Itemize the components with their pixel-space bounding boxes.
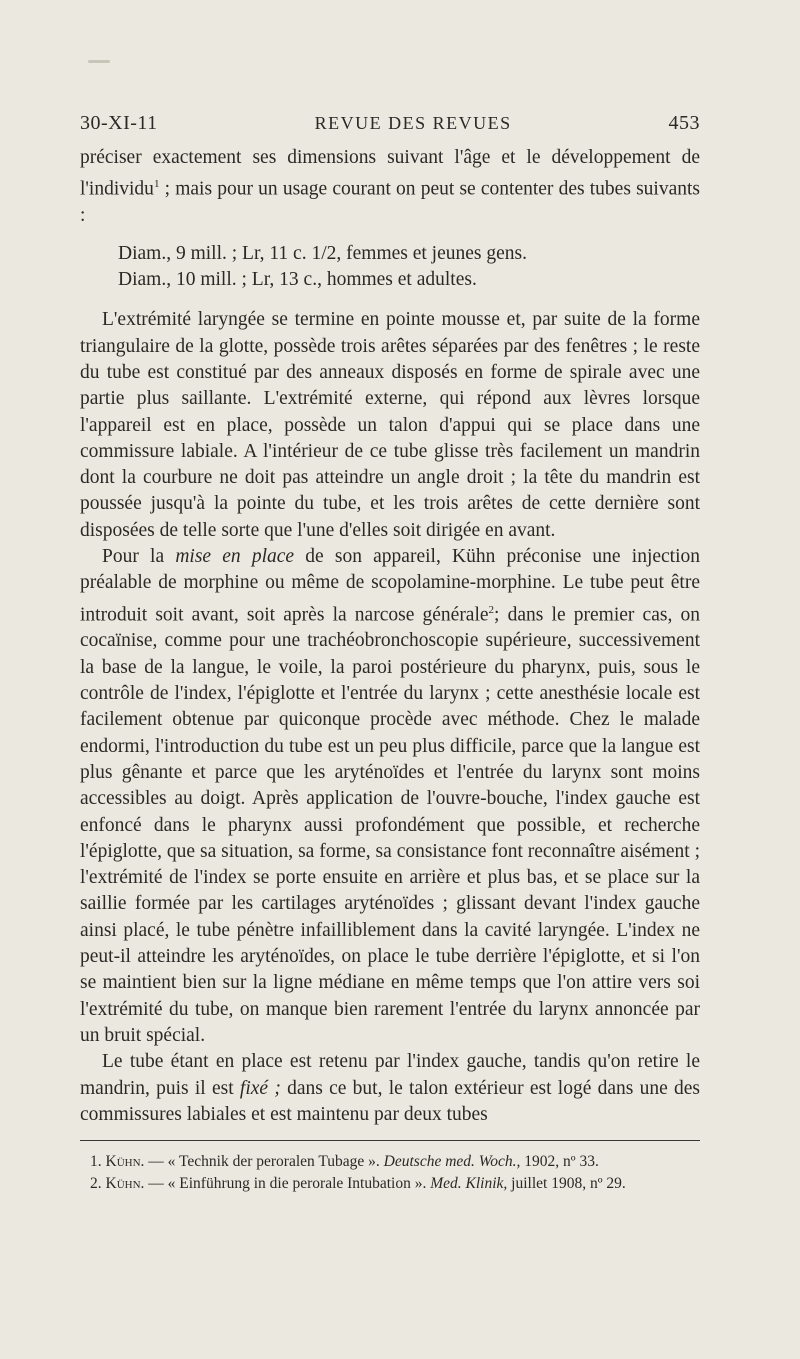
tube-spec-2: Diam., 10 mill. ; Lr, 13 c., hommes et adultes.: [118, 269, 477, 291]
footnote-2-number: 2.: [90, 1175, 102, 1193]
paragraph-4: [80, 1049, 700, 1128]
footnote-ref-1: 1: [153, 178, 160, 191]
body-text: [80, 145, 700, 1128]
paper-mark: [88, 60, 110, 63]
footnote-1-title: — « Technik der peroralen Tubage ».: [148, 1153, 380, 1171]
paragraph-3: [80, 544, 700, 1049]
footnote-1-details: 1902, nº 33.: [524, 1153, 599, 1171]
footnote-2-journal: Med. Klinik,: [430, 1175, 508, 1193]
footnote-1-author: Kühn.: [105, 1153, 145, 1171]
page-number: 453: [668, 112, 700, 134]
paragraph-1-text: préciser exactement ses dimensions suivant l'âge et le développement de l'individu: [80, 147, 700, 200]
header-date: 30-XI-11: [80, 112, 158, 134]
footnote-2: [80, 1173, 700, 1195]
paragraph-4-text-a: Le tube étant en place est retenu par l'index gauche, tandis qu'on retire le mandrin, puis il est: [80, 1051, 700, 1099]
paragraph-3-text-a: Pour la: [102, 546, 165, 568]
paragraph-3-text-b: de son appareil, Kühn préconise une injection préalable de morphine ou même de scopolamine-morphine. Le tube peut être introduit soit avant, soit après la narcose générale: [80, 546, 701, 626]
paragraph-4-text-b: dans ce but, le talon extérieur est logé dans une des commissures labiales et est maintenu par deux tubes: [80, 1077, 701, 1125]
footnote-2-details: juillet 1908, nº 29.: [511, 1175, 626, 1193]
tube-spec-1: Diam., 9 mill. ; Lr, 11 c. 1/2, femmes et jeunes gens.: [118, 243, 527, 265]
footnote-ref-2: 2: [488, 603, 495, 616]
running-header: [80, 112, 700, 135]
paragraph-1: [80, 145, 700, 229]
header-title: REVUE DES REVUES: [314, 113, 512, 133]
paragraph-2: L'extrémité laryngée se termine en pointe mousse et, par suite de la forme triangulaire de la glotte, possède trois arêtes séparées par des fenêtres ; le reste du tube est constitué par des anneaux disposés en forme de spirale avec une partie plus saillante. L'extrémité externe, qui répond aux lèvres lorsque l'appareil est en place, possède un talon d'appui qui se place dans une commissure labiale. A l'intérieur de ce tube glisse très facilement un mandrin dont la courbure ne doit pas atteindre un angle droit ; la tête du mandrin est poussée jusqu'à la pointe du tube, et les trois arêtes de cette dernière sont disposées de telle sorte que l'une d'elles soit dirigée en avant.: [80, 309, 700, 541]
footnote-1-number: 1.: [90, 1153, 102, 1171]
page: [80, 112, 700, 1195]
footnotes: [80, 1140, 700, 1195]
footnote-2-author: Kühn.: [105, 1175, 145, 1193]
footnote-1: [80, 1151, 700, 1173]
paragraph-4-emphasis: fixé ;: [239, 1077, 281, 1099]
paragraph-1-text-b: ; mais pour un usage courant on peut se contenter des tubes suivants :: [80, 178, 701, 227]
footnote-2-title: — « Einführung in die perorale Intubation ».: [148, 1175, 427, 1193]
footnote-1-journal: Deutsche med. Woch.,: [383, 1153, 521, 1171]
paragraph-3-emphasis: mise en place: [175, 546, 295, 568]
paragraph-3-text-c: ; dans le premier cas, on cocaïnise, comme pour une trachéobronchoscopie supérieure, successivement la base de la langue, le voile, la paroi postérieure du pharynx, puis, sous le contrôle de l'index, l'épiglotte et l'entrée du larynx ; cette anesthésie locale est facilement obtenue par quiconque procède avec méthode. Chez le malade endormi, l'introduction du tube est un peu plus difficile, parce que la langue est plus gênante et parce que les aryténoïdes et l'entrée du larynx sont moins accessibles au doigt. Après application de l'ouvre-bouche, l'index gauche est enfoncé dans le pharynx aussi profondément que possible, et recherche l'épiglotte, que sa situation, sa forme, sa consistance font reconnaître aisément ; l'extrémité de l'index se porte ensuite en arrière et plus bas, et se place sur la saillie formée par les cartilages aryténoïdes ; glissant devant l'index gauche ainsi placé, le tube pénètre infailliblement dans la cavité laryngée. L'index ne peut-il atteindre les aryténoïdes, on place le tube derrière l'épiglotte, et si l'on se maintient bien sur la ligne médiane en même temps que l'on attire vers soi l'extrémité du tube, on manque bien rarement l'entrée du larynx annoncée par un bruit spécial.: [80, 604, 700, 1046]
tube-specs: [118, 241, 700, 293]
